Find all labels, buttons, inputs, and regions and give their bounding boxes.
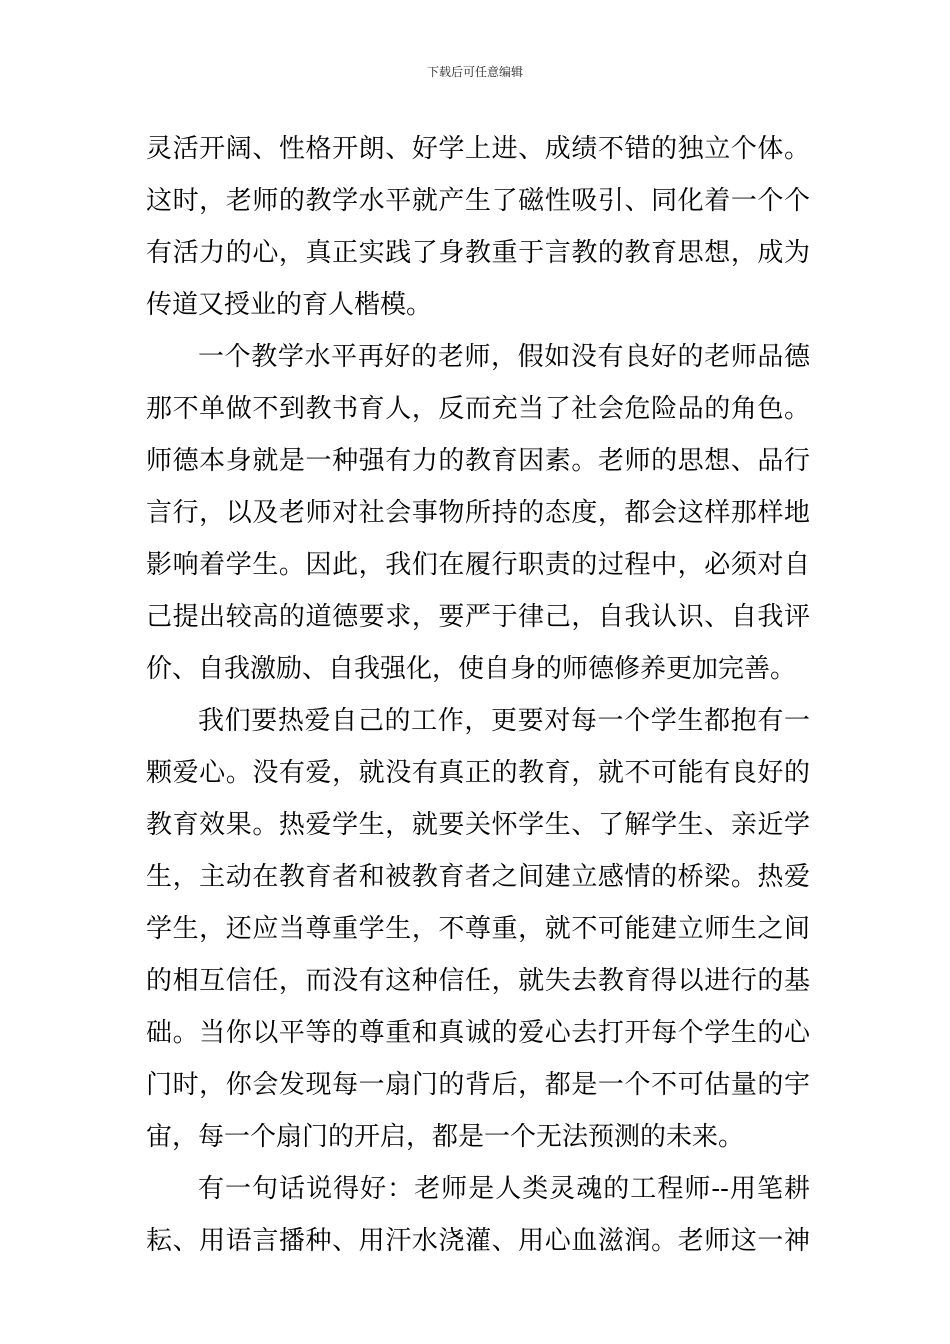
text-line: 生，主动在教育者和被教育者之间建立感情的桥梁。热爱 (146, 862, 810, 892)
text-line: 门时，你会发现每一扇门的背后，都是一个不可估量的宇 (146, 1070, 810, 1100)
text-line: 学生，还应当尊重学生，不尊重，就不可能建立师生之间 (146, 914, 810, 944)
text-line: 耘、用语言播种、用汗水浇灌、用心血滋润。老师这一神 (146, 1226, 810, 1256)
text-line: 础。当你以平等的尊重和真诚的爱心去打开每个学生的心 (146, 1018, 810, 1048)
text-line: 颗爱心。没有爱，就没有真正的教育，就不可能有良好的 (146, 758, 810, 788)
paragraph-1 (146, 123, 810, 331)
text-line: 一个教学水平再好的老师，假如没有良好的老师品德 (198, 342, 810, 372)
text-line: 言行，以及老师对社会事物所持的态度，都会这样那样地 (146, 498, 810, 528)
text-line: 这时，老师的教学水平就产生了磁性吸引、同化着一个个 (146, 186, 810, 216)
text-line: 灵活开阔、性格开朗、好学上进、成绩不错的独立个体。 (146, 134, 810, 164)
text-line: 有一句话说得好：老师是人类灵魂的工程师--用笔耕 (198, 1174, 810, 1204)
text-line: 有活力的心，真正实践了身教重于言教的教育思想，成为 (146, 238, 810, 268)
text-line: 影响着学生。因此，我们在履行职责的过程中，必须对自 (146, 550, 810, 580)
text-line: 价、自我激励、自我强化，使自身的师德修养更加完善。 (146, 654, 797, 684)
text-line: 师德本身就是一种强有力的教育因素。老师的思想、品行 (146, 446, 810, 476)
text-line: 我们要热爱自己的工作，更要对每一个学生都抱有一 (198, 706, 810, 736)
text-line: 那不单做不到教书育人，反而充当了社会危险品的角色。 (146, 394, 810, 424)
paragraph-4 (146, 1163, 810, 1267)
page-header: 下载后可任意编辑 (426, 65, 523, 79)
text-line: 宙，每一个扇门的开启，都是一个无法预测的未来。 (146, 1122, 745, 1152)
paragraph-3 (146, 695, 810, 1163)
text-line: 传道又授业的育人楷模。 (146, 290, 433, 320)
text-line: 己提出较高的道德要求，要严于律己，自我认识、自我评 (146, 602, 810, 632)
paragraph-2 (146, 331, 810, 695)
text-line: 教育效果。热爱学生，就要关怀学生、了解学生、亲近学 (146, 810, 810, 840)
document-body (146, 123, 810, 1267)
text-line: 的相互信任，而没有这种信任，就失去教育得以进行的基 (146, 966, 810, 996)
